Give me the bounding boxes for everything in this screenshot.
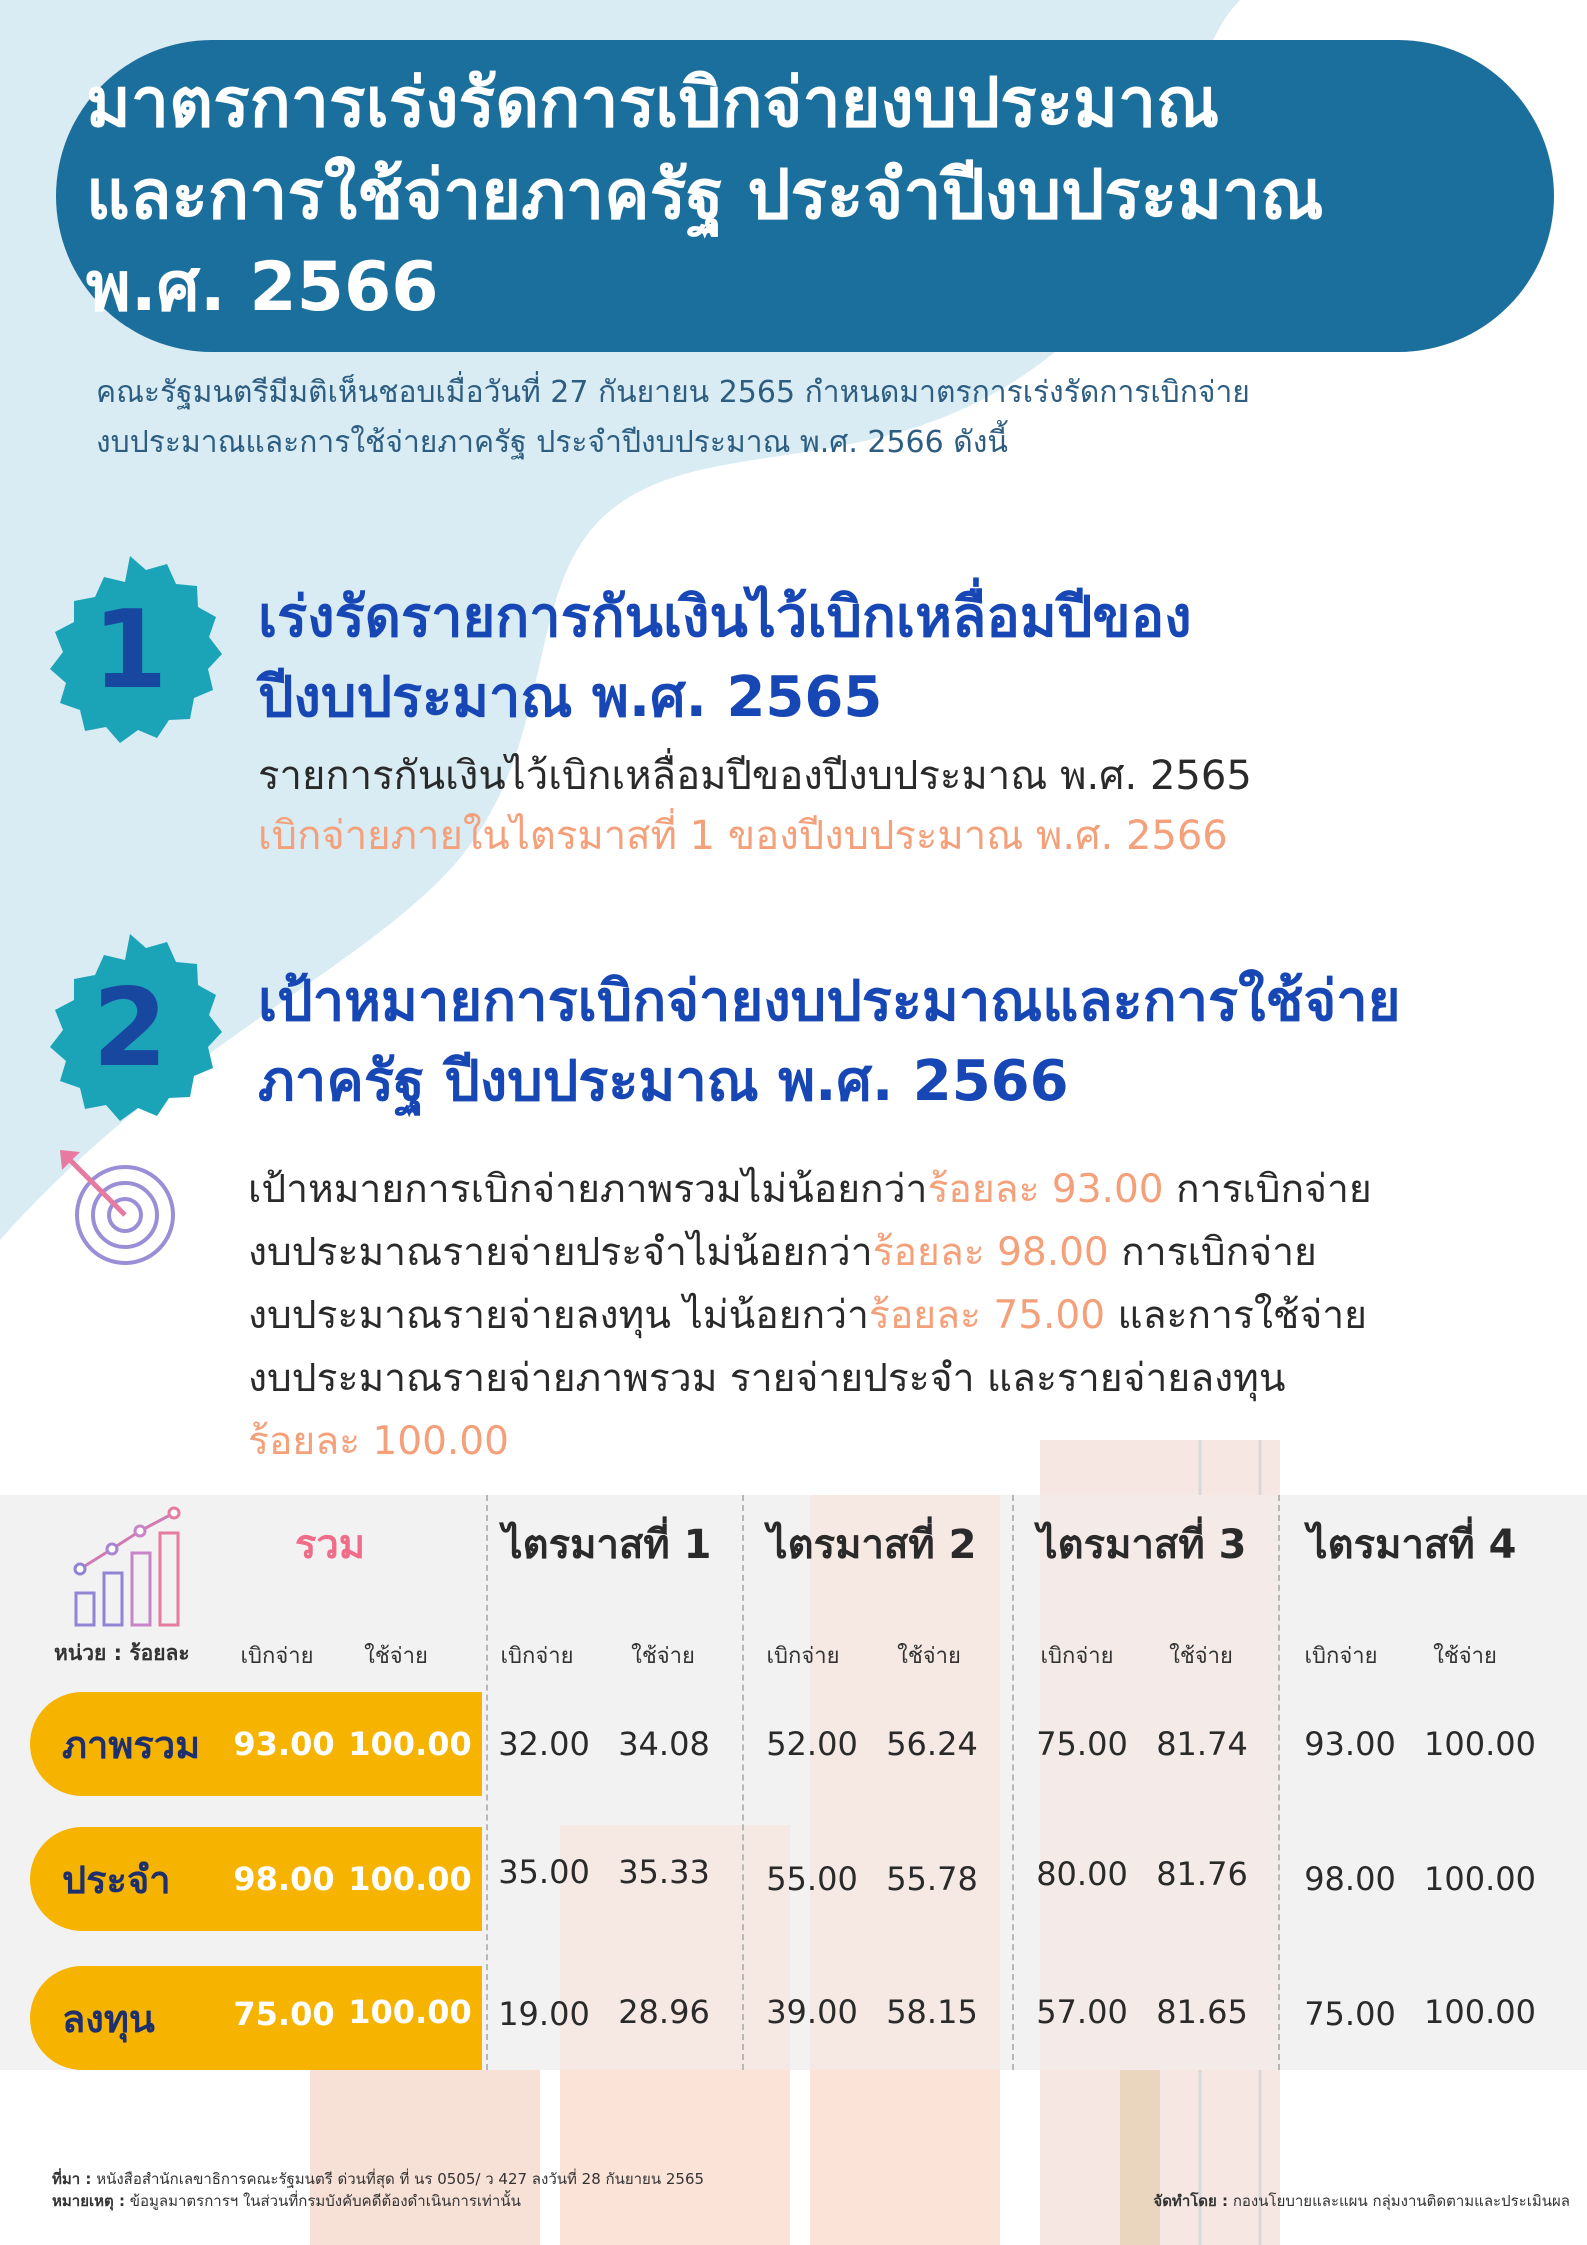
section-1-title-line: เร่งรัดรายการกันเงินไว้เบิกเหลื่อมปีของ — [258, 585, 1192, 650]
disburse-subheader: เบิกจ่าย — [1304, 1644, 1378, 1669]
spend-subheader: ใช้จ่าย — [1433, 1644, 1497, 1669]
table-cell: 55.78 — [886, 1860, 978, 1898]
total-header: รวม — [294, 1522, 366, 1568]
target-highlight: ร้อยละ 100.00 — [248, 1419, 509, 1464]
table-cell: 81.76 — [1156, 1855, 1248, 1893]
row-label-investment: ลงทุน — [62, 1996, 155, 2041]
target-text: การเบิกจ่าย — [1108, 1230, 1317, 1275]
target-highlight: ร้อยละ 98.00 — [872, 1230, 1109, 1275]
table-cell: 39.00 — [766, 1993, 858, 2031]
quarter-1-header: ไตรมาสที่ 1 — [502, 1522, 712, 1568]
target-text: งบประมาณรายจ่ายภาพรวม รายจ่ายประจำ และรายจ่ายลงทุน — [248, 1356, 1286, 1401]
section-2-title-line: เป้าหมายการเบิกจ่ายงบประมาณและการใช้จ่าย — [258, 969, 1401, 1034]
table-cell: 93.00 — [1304, 1725, 1396, 1763]
footer-credit — [1140, 2190, 1570, 2212]
table-cell: 28.96 — [618, 1993, 710, 2031]
disburse-subheader: เบิกจ่าย — [240, 1644, 314, 1669]
target-arrow-icon — [50, 1140, 180, 1270]
table-cell: 32.00 — [498, 1725, 590, 1763]
footer-source-label: ที่มา : — [52, 2170, 92, 2188]
intro-line: งบประมาณและการใช้จ่ายภาครัฐ ประจำปีงบประมาณ พ.ศ. 2566 ดังนี้ — [96, 425, 1008, 460]
section-1-title-line: ปีงบประมาณ พ.ศ. 2565 — [258, 665, 883, 730]
footer-note-text: ข้อมูลมาตรการฯ ในส่วนที่กรมบังคับคดีต้องดำเนินการเท่านั้น — [129, 2192, 521, 2210]
table-cell: 100.00 — [1424, 1725, 1536, 1763]
table-cell: 55.00 — [766, 1860, 858, 1898]
section-2-title-line: ภาครัฐ ปีงบประมาณ พ.ศ. 2566 — [258, 1049, 1069, 1114]
title-line: พ.ศ. 2566 — [86, 248, 439, 327]
quarter-2-header: ไตรมาสที่ 2 — [767, 1522, 977, 1568]
table-cell: 75.00 — [1304, 1995, 1396, 2033]
table-cell: 56.24 — [886, 1725, 978, 1763]
disburse-subheader: เบิกจ่าย — [500, 1644, 574, 1669]
table-cell: 35.33 — [618, 1853, 710, 1891]
footer-note-label: หมายเหตุ : — [52, 2192, 125, 2210]
disburse-subheader: เบิกจ่าย — [766, 1644, 840, 1669]
total-disburse-value: 98.00 — [233, 1860, 335, 1898]
column-divider — [1012, 1495, 1014, 2070]
section-1-highlight: เบิกจ่ายภายในไตรมาสที่ 1 ของปีงบประมาณ พ.ศ. 2566 — [258, 813, 1228, 859]
row-label-recurring: ประจำ — [62, 1857, 171, 1902]
title-line: มาตรการเร่งรัดการเบิกจ่ายงบประมาณ — [86, 64, 1220, 143]
target-text: งบประมาณรายจ่ายประจำไม่น้อยกว่า — [248, 1230, 873, 1275]
table-cell: 19.00 — [498, 1995, 590, 2033]
target-text: เป้าหมายการเบิกจ่ายภาพรวมไม่น้อยกว่า — [248, 1167, 928, 1212]
target-text: งบประมาณรายจ่ายลงทุน ไม่น้อยกว่า — [248, 1293, 869, 1338]
section-2-number: 2 — [92, 965, 168, 1091]
section-2-title — [258, 962, 1548, 1122]
quarter-4-header: ไตรมาสที่ 4 — [1307, 1522, 1517, 1568]
quarter-3-header: ไตรมาสที่ 3 — [1037, 1522, 1247, 1568]
spend-subheader: ใช้จ่าย — [364, 1644, 428, 1669]
spend-subheader: ใช้จ่าย — [631, 1644, 695, 1669]
table-cell: 58.15 — [886, 1993, 978, 2031]
unit-label: หน่วย : ร้อยละ — [54, 1641, 190, 1665]
table-cell: 35.00 — [498, 1853, 590, 1891]
row-label-overall: ภาพรวม — [62, 1722, 201, 1767]
section-1-title — [258, 578, 1548, 738]
total-spend-value: 100.00 — [348, 1993, 472, 2031]
spend-subheader: ใช้จ่าย — [897, 1644, 961, 1669]
table-cell: 81.65 — [1156, 1993, 1248, 2031]
table-cell: 80.00 — [1036, 1855, 1128, 1893]
table-cell: 81.74 — [1156, 1725, 1248, 1763]
section-1-number: 1 — [92, 587, 168, 713]
table-cell: 34.08 — [618, 1725, 710, 1763]
intro-text — [96, 368, 1516, 468]
total-disburse-value: 75.00 — [233, 1995, 335, 2033]
total-disburse-value: 93.00 — [233, 1725, 335, 1763]
section-1-badge — [30, 550, 230, 750]
target-text: และการใช้จ่าย — [1105, 1293, 1368, 1338]
total-spend-value: 100.00 — [348, 1725, 472, 1763]
target-paragraph — [248, 1158, 1548, 1473]
table-cell: 100.00 — [1424, 1860, 1536, 1898]
target-text: การเบิกจ่าย — [1163, 1167, 1372, 1212]
section-1-body — [258, 746, 1548, 866]
section-2-badge — [30, 928, 230, 1128]
footer-source — [52, 2168, 1052, 2212]
footer-by-text: กองนโยบายและแผน กลุ่มงานติดตามและประเมินผล — [1232, 2192, 1570, 2210]
table-cell: 57.00 — [1036, 1993, 1128, 2031]
page-title — [86, 58, 1546, 334]
target-highlight: ร้อยละ 93.00 — [927, 1167, 1164, 1212]
target-highlight: ร้อยละ 75.00 — [868, 1293, 1106, 1338]
intro-line: คณะรัฐมนตรีมีมติเห็นชอบเมื่อวันที่ 27 กันยายน 2565 กำหนดมาตรการเร่งรัดการเบิกจ่าย — [96, 375, 1250, 410]
table-cell: 52.00 — [766, 1725, 858, 1763]
table-cell: 98.00 — [1304, 1860, 1396, 1898]
bar-chart-icon — [70, 1505, 195, 1630]
column-divider — [1278, 1495, 1280, 2070]
spend-subheader: ใช้จ่าย — [1169, 1644, 1233, 1669]
table-cell: 75.00 — [1036, 1725, 1128, 1763]
column-divider — [742, 1495, 744, 2070]
disburse-subheader: เบิกจ่าย — [1040, 1644, 1114, 1669]
footer-by-label: จัดทำโดย : — [1153, 2192, 1229, 2210]
footer-source-text: หนังสือสำนักเลขาธิการคณะรัฐมนตรี ด่วนที่สุด ที่ นร 0505/ ว 427 ลงวันที่ 28 กันยายน 2565 — [96, 2170, 705, 2188]
title-line: และการใช้จ่ายภาครัฐ ประจำปีงบประมาณ — [86, 156, 1324, 235]
table-cell: 100.00 — [1424, 1993, 1536, 2031]
section-1-body-line: รายการกันเงินไว้เบิกเหลื่อมปีของปีงบประมาณ พ.ศ. 2565 — [258, 753, 1252, 799]
total-spend-value: 100.00 — [348, 1860, 472, 1898]
